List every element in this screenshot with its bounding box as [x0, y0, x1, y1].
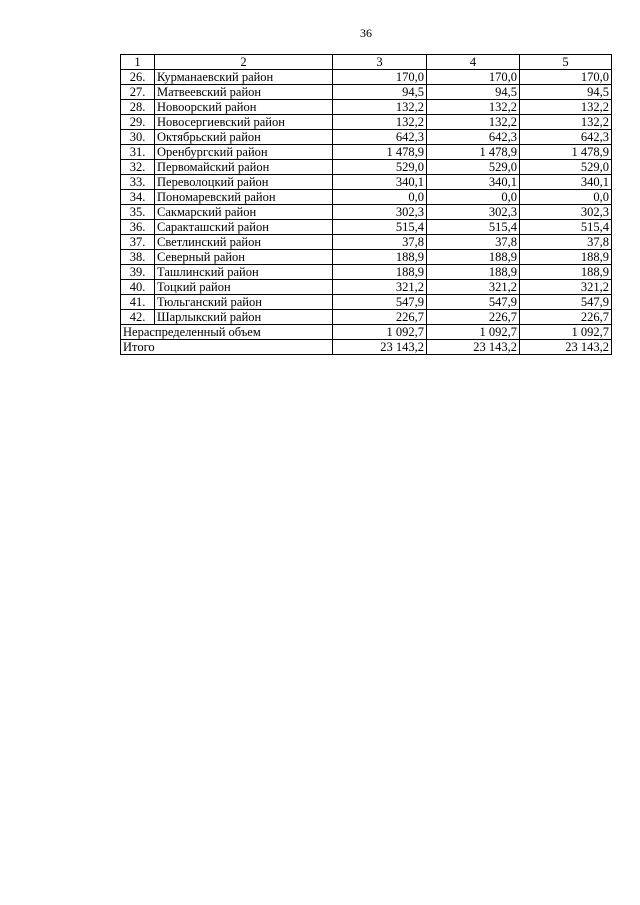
value-cell-col5: 170,0 — [520, 70, 612, 85]
row-number-cell: 35. — [121, 205, 155, 220]
district-name-cell: Тюльганский район — [155, 295, 333, 310]
value-cell-col5: 132,2 — [520, 115, 612, 130]
value-cell-col4: 302,3 — [427, 205, 520, 220]
column-header: 3 — [333, 55, 427, 70]
row-number-cell: 26. — [121, 70, 155, 85]
page-number: 36 — [360, 26, 372, 40]
row-number-cell: 36. — [121, 220, 155, 235]
value-cell-col3: 1 478,9 — [333, 145, 427, 160]
value-cell-col4: 0,0 — [427, 190, 520, 205]
district-name-cell: Светлинский район — [155, 235, 333, 250]
value-cell-col5: 188,9 — [520, 250, 612, 265]
value-cell-col3: 1 092,7 — [333, 325, 427, 340]
value-cell-col5: 1 478,9 — [520, 145, 612, 160]
table-row — [121, 130, 612, 145]
table-row — [121, 205, 612, 220]
table-row — [121, 295, 612, 310]
value-cell-col5: 529,0 — [520, 160, 612, 175]
district-budget-table — [120, 54, 612, 355]
value-cell-col3: 188,9 — [333, 265, 427, 280]
value-cell-col3: 0,0 — [333, 190, 427, 205]
table-row — [121, 190, 612, 205]
table-row — [121, 220, 612, 235]
column-header: 1 — [121, 55, 155, 70]
value-cell-col5: 94,5 — [520, 85, 612, 100]
district-name-cell: Переволоцкий район — [155, 175, 333, 190]
value-cell-col3: 226,7 — [333, 310, 427, 325]
district-name-cell: Пономаревский район — [155, 190, 333, 205]
value-cell-col4: 226,7 — [427, 310, 520, 325]
row-number-cell: 39. — [121, 265, 155, 280]
row-number-cell: 28. — [121, 100, 155, 115]
value-cell-col4: 37,8 — [427, 235, 520, 250]
district-name-cell: Тоцкий район — [155, 280, 333, 295]
table-row — [121, 160, 612, 175]
value-cell-col3: 188,9 — [333, 250, 427, 265]
value-cell-col4: 321,2 — [427, 280, 520, 295]
district-name-cell: Ташлинский район — [155, 265, 333, 280]
value-cell-col4: 515,4 — [427, 220, 520, 235]
row-number-cell: 31. — [121, 145, 155, 160]
column-header: 5 — [520, 55, 612, 70]
value-cell-col5: 340,1 — [520, 175, 612, 190]
value-cell-col4: 1 092,7 — [427, 325, 520, 340]
value-cell-col4: 170,0 — [427, 70, 520, 85]
unallocated-row — [121, 325, 612, 340]
row-number-cell: 37. — [121, 235, 155, 250]
district-name-cell: Матвеевский район — [155, 85, 333, 100]
district-name-cell: Курманаевский район — [155, 70, 333, 85]
table-row — [121, 250, 612, 265]
table-row — [121, 85, 612, 100]
value-cell-col3: 340,1 — [333, 175, 427, 190]
total-row-label: Итого — [121, 340, 333, 355]
value-cell-col5: 1 092,7 — [520, 325, 612, 340]
value-cell-col5: 37,8 — [520, 235, 612, 250]
value-cell-col5: 132,2 — [520, 100, 612, 115]
value-cell-col5: 23 143,2 — [520, 340, 612, 355]
row-number-cell: 27. — [121, 85, 155, 100]
column-header: 4 — [427, 55, 520, 70]
row-number-cell: 32. — [121, 160, 155, 175]
value-cell-col4: 94,5 — [427, 85, 520, 100]
value-cell-col3: 547,9 — [333, 295, 427, 310]
district-name-cell: Октябрьский район — [155, 130, 333, 145]
row-number-cell: 40. — [121, 280, 155, 295]
table-row — [121, 175, 612, 190]
value-cell-col4: 529,0 — [427, 160, 520, 175]
value-cell-col3: 642,3 — [333, 130, 427, 145]
value-cell-col3: 302,3 — [333, 205, 427, 220]
table-row — [121, 280, 612, 295]
value-cell-col4: 642,3 — [427, 130, 520, 145]
value-cell-col4: 188,9 — [427, 250, 520, 265]
value-cell-col5: 0,0 — [520, 190, 612, 205]
value-cell-col5: 188,9 — [520, 265, 612, 280]
value-cell-col3: 37,8 — [333, 235, 427, 250]
district-name-cell: Первомайский район — [155, 160, 333, 175]
row-number-cell: 41. — [121, 295, 155, 310]
column-header: 2 — [155, 55, 333, 70]
table-row — [121, 235, 612, 250]
value-cell-col4: 340,1 — [427, 175, 520, 190]
district-name-cell: Северный район — [155, 250, 333, 265]
row-number-cell: 38. — [121, 250, 155, 265]
total-row — [121, 340, 612, 355]
value-cell-col5: 515,4 — [520, 220, 612, 235]
table-row — [121, 115, 612, 130]
table-row — [121, 145, 612, 160]
district-name-cell: Шарлыкский район — [155, 310, 333, 325]
value-cell-col5: 226,7 — [520, 310, 612, 325]
value-cell-col3: 94,5 — [333, 85, 427, 100]
value-cell-col3: 529,0 — [333, 160, 427, 175]
value-cell-col3: 23 143,2 — [333, 340, 427, 355]
table-row — [121, 100, 612, 115]
row-number-cell: 33. — [121, 175, 155, 190]
district-name-cell: Новоорский район — [155, 100, 333, 115]
table-row — [121, 265, 612, 280]
row-number-cell: 30. — [121, 130, 155, 145]
table-row — [121, 310, 612, 325]
value-cell-col5: 642,3 — [520, 130, 612, 145]
value-cell-col4: 23 143,2 — [427, 340, 520, 355]
value-cell-col4: 132,2 — [427, 100, 520, 115]
district-name-cell: Саракташский район — [155, 220, 333, 235]
district-name-cell: Сакмарский район — [155, 205, 333, 220]
value-cell-col4: 1 478,9 — [427, 145, 520, 160]
unallocated-row-label: Нераспределенный объем — [121, 325, 333, 340]
value-cell-col5: 547,9 — [520, 295, 612, 310]
value-cell-col3: 515,4 — [333, 220, 427, 235]
value-cell-col3: 170,0 — [333, 70, 427, 85]
value-cell-col3: 132,2 — [333, 115, 427, 130]
district-name-cell: Новосергиевский район — [155, 115, 333, 130]
table-row — [121, 70, 612, 85]
row-number-cell: 42. — [121, 310, 155, 325]
value-cell-col3: 132,2 — [333, 100, 427, 115]
district-name-cell: Оренбургский район — [155, 145, 333, 160]
value-cell-col5: 302,3 — [520, 205, 612, 220]
value-cell-col4: 132,2 — [427, 115, 520, 130]
row-number-cell: 29. — [121, 115, 155, 130]
value-cell-col5: 321,2 — [520, 280, 612, 295]
value-cell-col3: 321,2 — [333, 280, 427, 295]
value-cell-col4: 547,9 — [427, 295, 520, 310]
value-cell-col4: 188,9 — [427, 265, 520, 280]
row-number-cell: 34. — [121, 190, 155, 205]
table-header-row — [121, 55, 612, 70]
